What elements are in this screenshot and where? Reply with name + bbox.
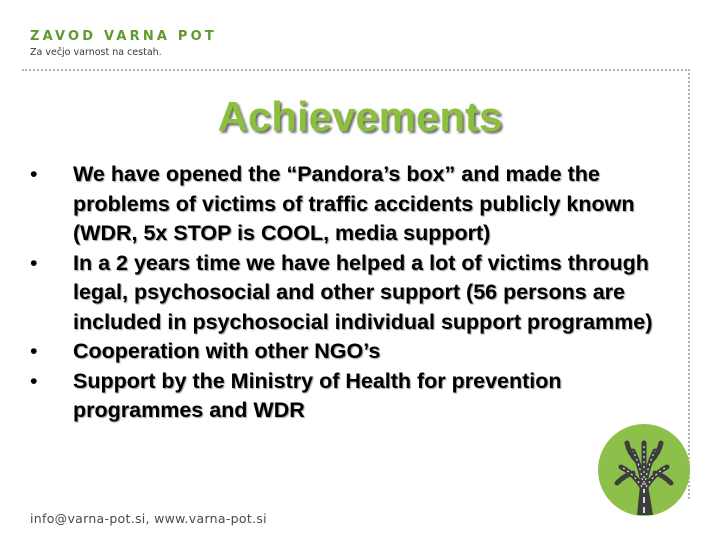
bullet-list [30, 160, 680, 426]
bullet-marker: • [30, 250, 38, 275]
bullet-text: In a 2 years time we have helped a lot of victims through legal, psychosocial and other support (56 persons are included in psychosocial individual support programme) [73, 250, 653, 334]
bullet-text: We have opened the “Pandora’s box” and made the problems of victims of traffic accidents publicly known (WDR, 5x STOP is COOL, media support) [73, 162, 635, 245]
bullet-text: Cooperation with other NGO’s [73, 339, 381, 363]
bullet-item [30, 367, 680, 426]
tree-road-icon [597, 423, 691, 517]
tree-road-graphic [597, 423, 691, 517]
bullet-item [30, 249, 680, 338]
logo-tagline: Za večjo varnost na cestah. [30, 47, 162, 58]
bullet-text: Support by the Ministry of Health for prevention programmes and WDR [73, 368, 562, 422]
brand-logo [30, 30, 217, 58]
bullet-marker: • [30, 162, 38, 186]
slide-title: Achievements [217, 93, 503, 140]
bullet-item [30, 337, 680, 367]
footer-contact: info@varna-pot.si, www.varna-pot.si [30, 511, 267, 526]
bullet-marker: • [30, 339, 38, 363]
bullet-marker: • [30, 368, 38, 393]
bullet-item [30, 160, 680, 249]
logo-title: ZAVOD VARNA POT [30, 29, 217, 44]
